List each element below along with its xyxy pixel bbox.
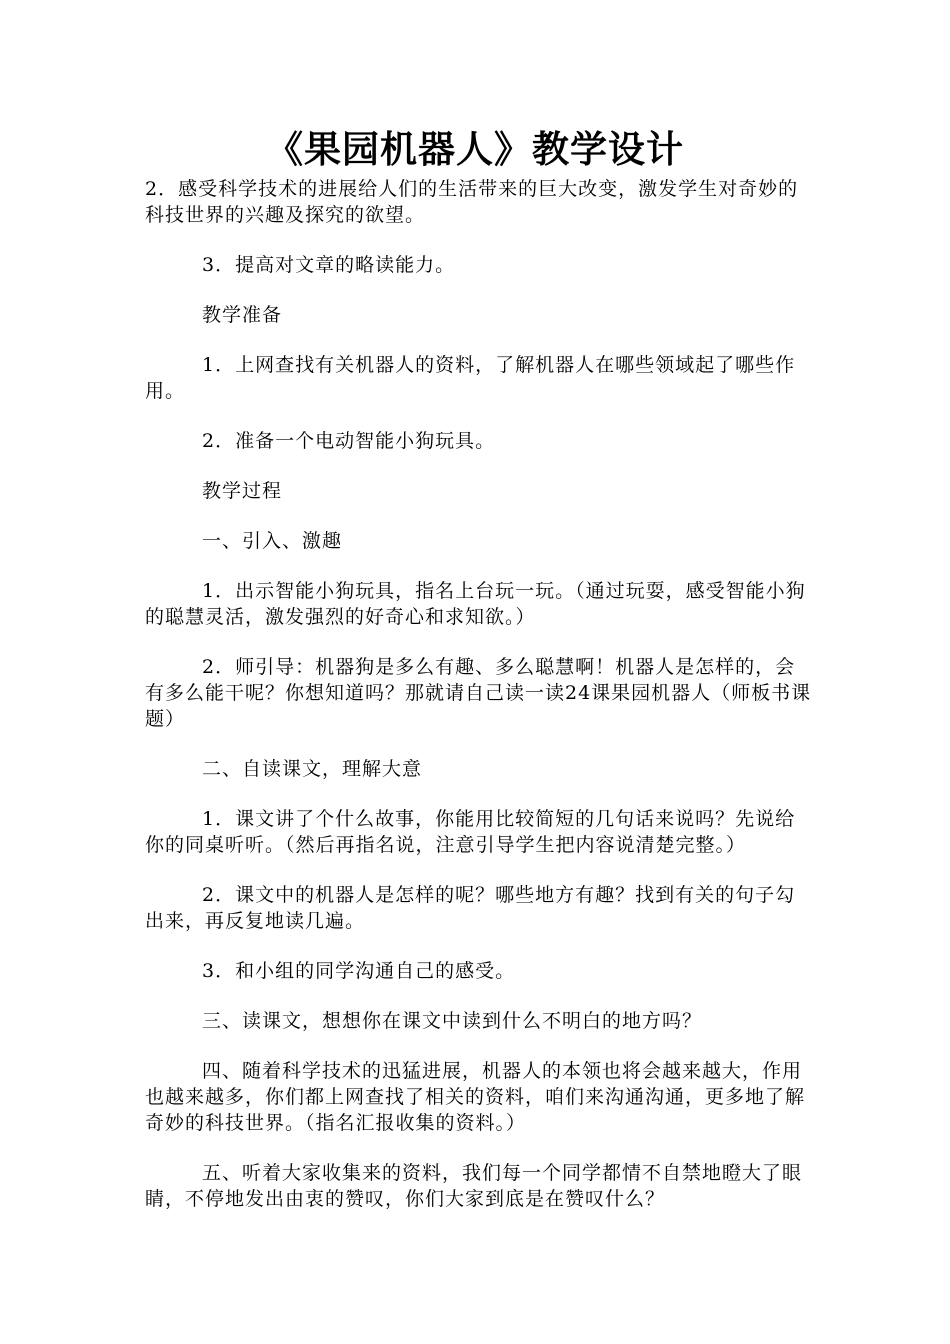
- paragraph-step-2-1: 1．课文讲了个什么故事，你能用比较简短的几句话来说吗？先说给你的同桌听听。（然后再指名说，注意引导学生把内容说清楚完整。）: [145, 808, 796, 856]
- document-body: [145, 176, 813, 1212]
- heading-preparation: 教学准备: [202, 304, 283, 326]
- paragraph-prep-1: 1．上网查找有关机器人的资料，了解机器人在哪些领域起了哪些作用。: [145, 354, 796, 402]
- paragraph-step-2-2: 2．课文中的机器人是怎样的呢？哪些地方有趣？找到有关的句子勾出来，再反复地读几遍。: [145, 884, 796, 932]
- section-heading-1: 一、引入、激趣: [202, 530, 343, 552]
- paragraph-prep-2: 2．准备一个电动智能小狗玩具。: [202, 430, 496, 452]
- paragraph-step-1-1: 1．出示智能小狗玩具，指名上台玩一玩。（通过玩耍，感受智能小狗的聪慧灵活，激发强烈的好奇心和求知欲。）: [145, 580, 806, 628]
- paragraph-step-1-2: 2．师引导：机器狗是多么有趣、多么聪慧啊！机器人是怎样的，会有多么能干呢？你想知道吗？那就请自己读一读24课果园机器人（师板书课题）: [145, 656, 812, 730]
- section-paragraph-4: 四、随着科学技术的迅猛进展，机器人的本领也将会越来越大，作用也越来越多，你们都上网查找了相关的资料，咱们来沟通沟通，更多地了解奇妙的科技世界。（指名汇报收集的资料。）: [145, 1060, 806, 1134]
- heading-process: 教学过程: [202, 480, 283, 502]
- section-paragraph-5: 五、听着大家收集来的资料，我们每一个同学都情不自禁地瞪大了眼睛，不停地发出由衷的赞叹，你们大家到底是在赞叹什么？: [145, 1162, 803, 1210]
- paragraph-step-2-3: 3．和小组的同学沟通自己的感受。: [202, 960, 516, 982]
- section-heading-3: 三、读课文，想想你在课文中读到什么不明白的地方吗？: [202, 1010, 703, 1032]
- document-title: 《果园机器人》教学设计: [266, 128, 684, 171]
- paragraph-goal-3: 3．提高对文章的略读能力。: [202, 254, 456, 276]
- section-heading-2: 二、自读课文，理解大意: [202, 758, 423, 780]
- paragraph-goal-2: 2．感受科学技术的进展给人们的生活带来的巨大改变，激发学生对奇妙的科技世界的兴趣及探究的欲望。: [145, 178, 799, 226]
